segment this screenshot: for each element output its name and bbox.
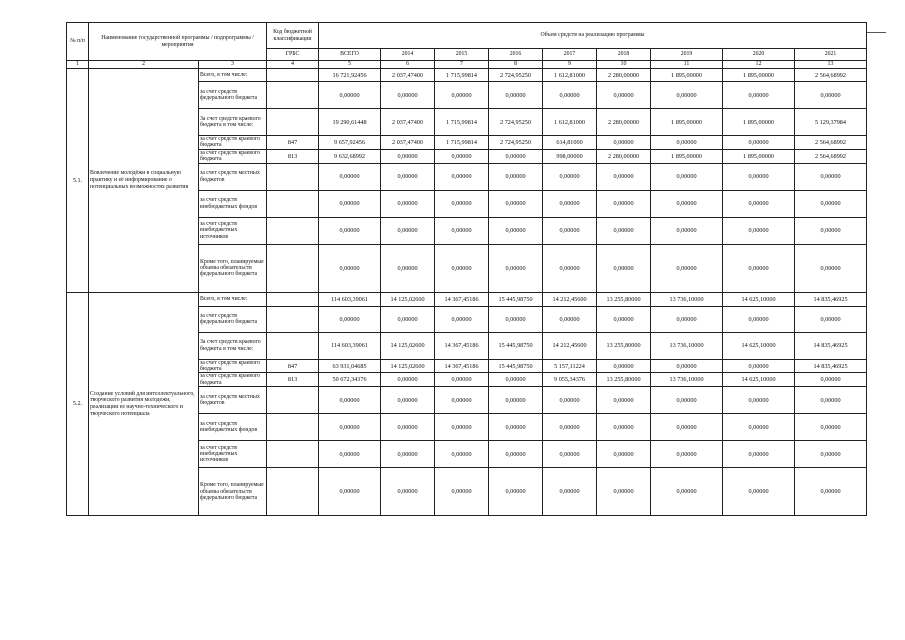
program-name: Создание условий для интеллектуального, творческого развития молодежи, реализации ее научно-технического и творческого потенциала: [89, 292, 199, 516]
amount-cell: 0,00000: [597, 82, 651, 109]
amount-cell: 0,00000: [489, 414, 543, 441]
amount-cell: 0,00000: [319, 244, 381, 292]
amount-cell: 0,00000: [381, 387, 435, 414]
amount-cell: 13 736,10000: [651, 332, 723, 359]
amount-cell: 13 255,80000: [597, 332, 651, 359]
amount-cell: 0,00000: [795, 414, 867, 441]
amount-cell: 0,00000: [597, 414, 651, 441]
amount-cell: 0,00000: [795, 306, 867, 332]
amount-cell: 0,00000: [435, 468, 489, 516]
amount-cell: 0,00000: [489, 387, 543, 414]
amount-cell: 0,00000: [489, 373, 543, 387]
amount-cell: 0,00000: [723, 441, 795, 468]
amount-cell: 0,00000: [381, 468, 435, 516]
amount-cell: 0,00000: [723, 163, 795, 190]
amount-cell: 1 895,00000: [723, 69, 795, 82]
amount-cell: 0,00000: [723, 359, 795, 373]
amount-cell: 0,00000: [651, 217, 723, 244]
amount-cell: 2 564,68992: [795, 149, 867, 163]
funding-source: за счет средств краевого бюджета: [199, 149, 267, 163]
name-header: Наименование государственной программы / подпрограммы / мероприятия: [89, 23, 267, 61]
amount-cell: 2 280,00000: [597, 69, 651, 82]
amount-cell: 0,00000: [381, 414, 435, 441]
amount-cell: 2 037,47400: [381, 109, 435, 136]
num-header: № п/п: [67, 23, 89, 61]
amount-cell: 14 125,02600: [381, 332, 435, 359]
amount-cell: 14 125,02600: [381, 359, 435, 373]
amount-cell: 19 290,61448: [319, 109, 381, 136]
funding-source: за счет средств краевого бюджета: [199, 359, 267, 373]
grbs-header: ГРБС: [267, 49, 319, 61]
grbs-code: [267, 468, 319, 516]
amount-cell: 0,00000: [489, 149, 543, 163]
amount-cell: 2 564,68992: [795, 136, 867, 150]
amount-cell: 0,00000: [489, 217, 543, 244]
amount-cell: 0,00000: [489, 306, 543, 332]
budget-table-sheet: [66, 22, 866, 516]
amount-cell: 0,00000: [651, 359, 723, 373]
amount-cell: 0,00000: [651, 163, 723, 190]
funding-source: За счет средств краевого бюджета в том числе:: [199, 109, 267, 136]
funding-source: за счет средств внебюджетных источников: [199, 217, 267, 244]
amount-cell: 0,00000: [723, 244, 795, 292]
funding-source: за счет средств местных бюджетов: [199, 163, 267, 190]
amount-cell: 114 603,39061: [319, 332, 381, 359]
amount-cell: 14 212,45600: [543, 292, 597, 306]
amount-cell: 14 835,46925: [795, 359, 867, 373]
amount-cell: 0,00000: [651, 190, 723, 217]
grbs-code: [267, 190, 319, 217]
column-number: 11: [651, 61, 723, 69]
grbs-code: [267, 82, 319, 109]
amount-cell: 1 895,00000: [651, 149, 723, 163]
grbs-code: 847: [267, 136, 319, 150]
amount-cell: 0,00000: [435, 82, 489, 109]
amount-cell: 14 367,45186: [435, 292, 489, 306]
column-number: 1: [67, 61, 89, 69]
amount-cell: 0,00000: [381, 217, 435, 244]
column-number: 8: [489, 61, 543, 69]
amount-cell: 14 367,45186: [435, 359, 489, 373]
amount-cell: 0,00000: [723, 306, 795, 332]
amount-cell: 2 037,47400: [381, 69, 435, 82]
amount-cell: 614,81000: [543, 136, 597, 150]
amount-cell: 14 625,10000: [723, 373, 795, 387]
grbs-code: [267, 387, 319, 414]
amount-cell: 0,00000: [381, 373, 435, 387]
amount-cell: 0,00000: [597, 306, 651, 332]
amount-cell: 0,00000: [597, 387, 651, 414]
amount-cell: 14 367,45186: [435, 332, 489, 359]
amount-cell: 0,00000: [597, 136, 651, 150]
amount-cell: 0,00000: [795, 387, 867, 414]
amount-cell: 0,00000: [435, 414, 489, 441]
column-number: 13: [795, 61, 867, 69]
funding-source: за счет средств внебюджетных фондов: [199, 190, 267, 217]
amount-cell: 0,00000: [543, 306, 597, 332]
column-number: 10: [597, 61, 651, 69]
amount-cell: 9 632,68992: [319, 149, 381, 163]
amount-cell: 0,00000: [319, 468, 381, 516]
code-header: Код бюджетной классификации: [267, 23, 319, 49]
amount-cell: 0,00000: [795, 468, 867, 516]
amount-cell: 0,00000: [435, 373, 489, 387]
amount-cell: 0,00000: [597, 468, 651, 516]
year-header: 2016: [489, 49, 543, 61]
funding-source: Кроме того, планируемые объемы обязательств федерального бюджета: [199, 244, 267, 292]
grbs-code: [267, 109, 319, 136]
amount-cell: 14 625,10000: [723, 332, 795, 359]
amount-cell: 1 895,00000: [723, 109, 795, 136]
amount-cell: 50 672,34376: [319, 373, 381, 387]
grbs-code: [267, 441, 319, 468]
amount-cell: 0,00000: [651, 414, 723, 441]
amount-cell: 0,00000: [651, 306, 723, 332]
amount-cell: 2 724,95250: [489, 69, 543, 82]
amount-cell: 1 715,99814: [435, 136, 489, 150]
amount-cell: 0,00000: [489, 190, 543, 217]
amount-cell: 15 445,98750: [489, 292, 543, 306]
amount-cell: 0,00000: [597, 244, 651, 292]
amount-cell: 1 612,81000: [543, 69, 597, 82]
amount-cell: 0,00000: [723, 136, 795, 150]
funding-source: за счет средств внебюджетных источников: [199, 441, 267, 468]
amount-cell: 2 280,00000: [597, 109, 651, 136]
amount-cell: 0,00000: [795, 217, 867, 244]
amount-cell: 1 715,99814: [435, 69, 489, 82]
amount-cell: 2 037,47400: [381, 136, 435, 150]
budget-table: [66, 22, 867, 516]
amount-cell: 9 657,92456: [319, 136, 381, 150]
year-header: 2014: [381, 49, 435, 61]
amount-cell: 0,00000: [543, 82, 597, 109]
amount-cell: 13 736,10000: [651, 373, 723, 387]
grbs-code: [267, 292, 319, 306]
amount-cell: 0,00000: [651, 244, 723, 292]
grbs-code: [267, 217, 319, 244]
grbs-code: 847: [267, 359, 319, 373]
program-name: Вовлечение молодёжи в социальную практику и её информирование о потенциальных возможностях развития: [89, 69, 199, 293]
block-index: 5.1.: [67, 69, 89, 293]
amount-cell: 0,00000: [543, 190, 597, 217]
grbs-code: [267, 244, 319, 292]
amount-cell: 0,00000: [319, 306, 381, 332]
amount-cell: 0,00000: [543, 163, 597, 190]
grbs-code: [267, 69, 319, 82]
amount-cell: 0,00000: [597, 441, 651, 468]
amount-cell: 0,00000: [543, 441, 597, 468]
amount-cell: 0,00000: [543, 217, 597, 244]
amount-cell: 0,00000: [723, 468, 795, 516]
amount-cell: 0,00000: [543, 387, 597, 414]
amount-cell: 0,00000: [795, 163, 867, 190]
amount-cell: 0,00000: [597, 163, 651, 190]
block-index: 5.2.: [67, 292, 89, 516]
amount-cell: 0,00000: [651, 387, 723, 414]
amount-cell: 2 280,00000: [597, 149, 651, 163]
year-header: 2019: [651, 49, 723, 61]
grbs-code: 813: [267, 149, 319, 163]
funding-source: за счет средств федерального бюджета: [199, 306, 267, 332]
amount-cell: 1 895,00000: [723, 149, 795, 163]
amount-cell: 0,00000: [489, 441, 543, 468]
amount-cell: 0,00000: [319, 190, 381, 217]
amount-cell: 0,00000: [795, 244, 867, 292]
amount-cell: 0,00000: [723, 190, 795, 217]
budget-table-body: [67, 69, 867, 516]
year-header: 2021: [795, 49, 867, 61]
amount-cell: 1 715,99814: [435, 109, 489, 136]
column-number: 12: [723, 61, 795, 69]
funding-source: За счет средств краевого бюджета в том числе:: [199, 332, 267, 359]
amount-cell: 0,00000: [489, 82, 543, 109]
amount-cell: 1 612,81000: [543, 109, 597, 136]
amount-cell: 998,00000: [543, 149, 597, 163]
amount-cell: 0,00000: [597, 190, 651, 217]
amount-cell: 0,00000: [381, 441, 435, 468]
grbs-code: [267, 163, 319, 190]
amount-cell: 15 445,98750: [489, 359, 543, 373]
amount-cell: 14 835,46925: [795, 332, 867, 359]
amount-cell: 15 445,98750: [489, 332, 543, 359]
funding-source: Кроме того, планируемые объемы обязательств федерального бюджета: [199, 468, 267, 516]
header-extension-line: [866, 32, 886, 33]
grbs-code: [267, 332, 319, 359]
column-number: 6: [381, 61, 435, 69]
column-number: 3: [199, 61, 267, 69]
amount-cell: 0,00000: [319, 82, 381, 109]
amount-cell: 1 895,00000: [651, 109, 723, 136]
year-header: 2020: [723, 49, 795, 61]
amount-cell: 0,00000: [651, 441, 723, 468]
amount-cell: 1 895,00000: [651, 69, 723, 82]
amount-cell: 14 835,46925: [795, 292, 867, 306]
column-number: 9: [543, 61, 597, 69]
amount-cell: 2 724,95250: [489, 136, 543, 150]
funding-source: за счет средств краевого бюджета: [199, 373, 267, 387]
amount-cell: 0,00000: [319, 387, 381, 414]
amount-cell: 14 212,45600: [543, 332, 597, 359]
amount-cell: 2 724,95250: [489, 109, 543, 136]
amount-cell: 0,00000: [795, 82, 867, 109]
amount-cell: 0,00000: [381, 306, 435, 332]
column-number: 5: [319, 61, 381, 69]
amount-cell: 0,00000: [489, 163, 543, 190]
amount-cell: 13 255,80000: [597, 292, 651, 306]
amount-cell: 114 603,39061: [319, 292, 381, 306]
amount-cell: 0,00000: [543, 414, 597, 441]
amount-cell: 0,00000: [435, 387, 489, 414]
amount-cell: 0,00000: [435, 306, 489, 332]
amount-cell: 0,00000: [381, 82, 435, 109]
amount-cell: 14 625,10000: [723, 292, 795, 306]
table-row: [67, 69, 867, 82]
year-header: ВСЕГО: [319, 49, 381, 61]
amount-cell: 0,00000: [319, 414, 381, 441]
column-number: 7: [435, 61, 489, 69]
amount-cell: 0,00000: [319, 441, 381, 468]
funding-source: за счет средств внебюджетных фондов: [199, 414, 267, 441]
amount-cell: 13 255,80000: [597, 373, 651, 387]
funding-source: за счет средств местных бюджетов: [199, 387, 267, 414]
amount-cell: 0,00000: [435, 163, 489, 190]
amount-cell: 0,00000: [435, 441, 489, 468]
funding-source: за счет средств краевого бюджета: [199, 136, 267, 150]
amount-cell: 0,00000: [319, 163, 381, 190]
amount-cell: 0,00000: [543, 244, 597, 292]
amount-cell: 0,00000: [435, 244, 489, 292]
table-row: [67, 292, 867, 306]
amount-cell: 14 125,02600: [381, 292, 435, 306]
funding-source: Всего, в том числе:: [199, 292, 267, 306]
funding-header: Объем средств на реализацию программы: [319, 23, 867, 49]
amount-cell: 0,00000: [435, 217, 489, 244]
amount-cell: 0,00000: [319, 217, 381, 244]
amount-cell: 0,00000: [381, 190, 435, 217]
amount-cell: 9 055,34376: [543, 373, 597, 387]
amount-cell: 0,00000: [651, 136, 723, 150]
amount-cell: 0,00000: [489, 468, 543, 516]
year-header: 2018: [597, 49, 651, 61]
year-header: 2017: [543, 49, 597, 61]
amount-cell: 0,00000: [381, 244, 435, 292]
grbs-code: [267, 306, 319, 332]
amount-cell: 0,00000: [651, 468, 723, 516]
amount-cell: 0,00000: [381, 149, 435, 163]
amount-cell: 0,00000: [795, 373, 867, 387]
grbs-code: [267, 414, 319, 441]
amount-cell: 0,00000: [795, 441, 867, 468]
amount-cell: 0,00000: [435, 190, 489, 217]
year-header: 2015: [435, 49, 489, 61]
amount-cell: 13 736,10000: [651, 292, 723, 306]
amount-cell: 0,00000: [723, 217, 795, 244]
funding-source: Всего, в том числе:: [199, 69, 267, 82]
amount-cell: 5 129,37984: [795, 109, 867, 136]
amount-cell: 2 564,68992: [795, 69, 867, 82]
amount-cell: 0,00000: [723, 387, 795, 414]
amount-cell: 0,00000: [723, 82, 795, 109]
amount-cell: 0,00000: [543, 468, 597, 516]
amount-cell: 63 931,04685: [319, 359, 381, 373]
grbs-code: 813: [267, 373, 319, 387]
column-number-row: [67, 61, 867, 69]
amount-cell: 0,00000: [597, 217, 651, 244]
column-number: 2: [89, 61, 199, 69]
amount-cell: 0,00000: [795, 190, 867, 217]
amount-cell: 0,00000: [435, 149, 489, 163]
column-number: 4: [267, 61, 319, 69]
funding-source: за счет средств федерального бюджета: [199, 82, 267, 109]
amount-cell: 0,00000: [597, 359, 651, 373]
amount-cell: 0,00000: [381, 163, 435, 190]
amount-cell: 0,00000: [489, 244, 543, 292]
amount-cell: 5 157,11224: [543, 359, 597, 373]
amount-cell: 0,00000: [651, 82, 723, 109]
amount-cell: 16 721,92456: [319, 69, 381, 82]
amount-cell: 0,00000: [723, 414, 795, 441]
